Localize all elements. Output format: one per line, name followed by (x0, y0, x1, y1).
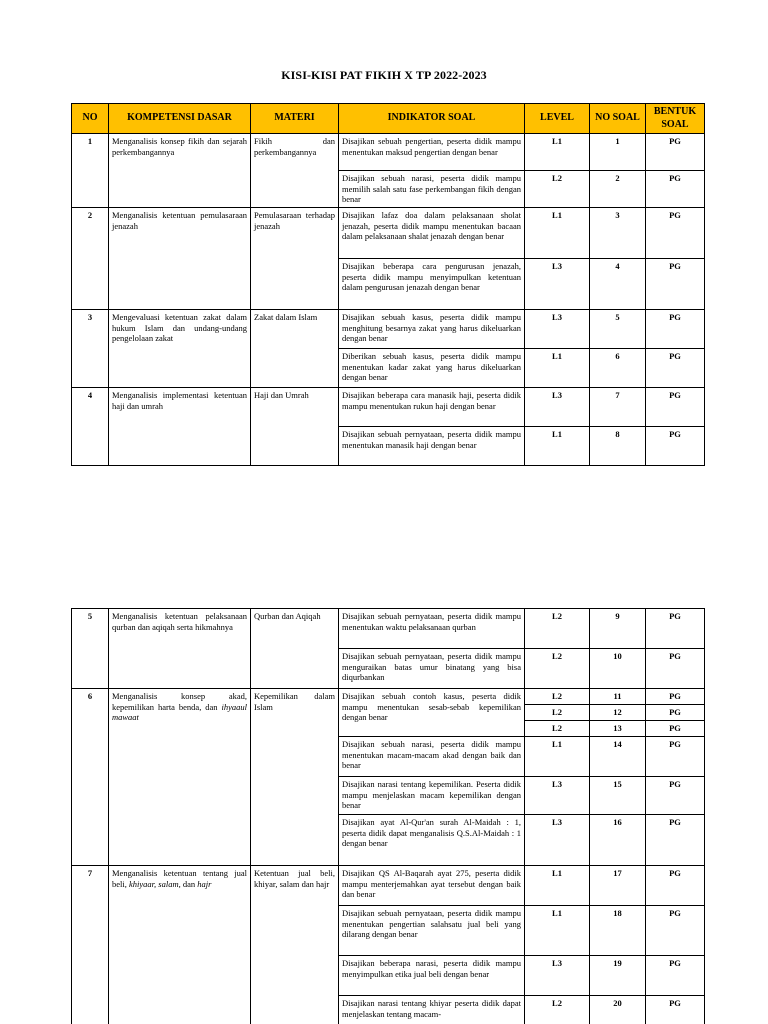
row-no: 1 (72, 134, 109, 208)
row-kompetensi: Menganalisis ketentuan pelaksanaan qurban dan aqiqah serta hikmahnya (109, 609, 251, 689)
header-level: LEVEL (525, 104, 590, 134)
row-kompetensi: Menganalisis ketentuan pemulasaraan jenazah (109, 208, 251, 310)
row-bentuk: PG (646, 609, 705, 649)
row-bentuk: PG (646, 777, 705, 815)
row-kompetensi: Menganalisis konsep fikih dan sejarah perkembangannya (109, 134, 251, 208)
row-indikator: Disajikan narasi tentang khiyar peserta didik dapat menjelaskan tentang macam- (339, 996, 525, 1024)
table-row (72, 866, 705, 906)
row-bentuk: PG (646, 427, 705, 466)
row-no: 2 (72, 208, 109, 310)
header-no-soal: NO SOAL (590, 104, 646, 134)
row-level: L2 (525, 689, 590, 705)
row-bentuk: PG (646, 349, 705, 388)
row-no-soal: 16 (590, 815, 646, 866)
row-no-soal: 6 (590, 349, 646, 388)
table-row (72, 134, 705, 171)
row-indikator: Disajikan beberapa cara pengurusan jenazah, peserta didik mampu menyimpulkan ketentuan dalam pengurusan jenazah dengan benar (339, 259, 525, 310)
row-indikator: Disajikan ayat Al-Qur'an surah Al-Maidah : 1, peserta didik dapat menganalisis Q.S.Al-Maidah : 1 dengan benar (339, 815, 525, 866)
row-indikator: Disajikan sebuah pengertian, peserta didik mampu menentukan maksud pengertian dengan benar (339, 134, 525, 171)
header-bentuk-soal: BENTUK SOAL (646, 104, 705, 134)
row-indikator: Disajikan QS Al-Baqarah ayat 275, peserta didik mampu menterjemahkan ayat tersebut dengan baik dan benar (339, 866, 525, 906)
row-no-soal: 3 (590, 208, 646, 259)
row-materi: Pemulasaraan terhadap jenazah (251, 208, 339, 310)
row-level: L1 (525, 737, 590, 777)
row-kompetensi (109, 866, 251, 1024)
row-level: L3 (525, 777, 590, 815)
row-no-soal: 13 (590, 721, 646, 737)
row-bentuk: PG (646, 310, 705, 349)
row-kompetensi: Menganalisis implementasi ketentuan haji dan umrah (109, 388, 251, 466)
kd-text: Menganalisis konsep akad, kepemilikan harta benda, dan (112, 691, 247, 712)
kd-text: Menganalisis ketentuan tentang jual beli, (112, 868, 247, 889)
row-no: 3 (72, 310, 109, 388)
row-level: L2 (525, 996, 590, 1024)
row-no-soal: 5 (590, 310, 646, 349)
row-no: 5 (72, 609, 109, 689)
row-no-soal: 11 (590, 689, 646, 705)
header-kompetensi-dasar: KOMPETENSI DASAR (109, 104, 251, 134)
row-level: L1 (525, 906, 590, 956)
row-level: L3 (525, 259, 590, 310)
table-row (72, 208, 705, 259)
header-materi: MATERI (251, 104, 339, 134)
table-row (72, 609, 705, 649)
row-no-soal: 8 (590, 427, 646, 466)
row-no: 6 (72, 689, 109, 866)
row-indikator: Disajikan lafaz doa dalam pelaksanaan sholat jenazah, peserta didik mampu menentukan bacaan dalam pelaksanaan shalat jenazah dengan benar (339, 208, 525, 259)
row-indikator: Disajikan sebuah contoh kasus, peserta didik mampu menentukan sesab-sebab kepemilikan dengan benar (339, 689, 525, 737)
row-indikator: Disajikan sebuah pernyataan, peserta didik mampu menentukan manasik haji dengan benar (339, 427, 525, 466)
row-level: L3 (525, 815, 590, 866)
row-materi: Qurban dan Aqiqah (251, 609, 339, 689)
row-materi: Ketentuan jual beli, khiyar, salam dan hajr (251, 866, 339, 1024)
row-indikator: Disajikan sebuah narasi, peserta didik mampu menentukan macam-macam akad dengan baik dan benar (339, 737, 525, 777)
row-bentuk: PG (646, 705, 705, 721)
kd-italic-term: khiyaar, salam, (129, 878, 181, 889)
row-no-soal: 2 (590, 171, 646, 208)
page-title: KISI-KISI PAT FIKIH X TP 2022-2023 (281, 68, 487, 82)
row-materi: Fikih dan perkembangannya (251, 134, 339, 208)
kisi-kisi-table-2 (71, 608, 705, 1024)
table-row (72, 310, 705, 349)
row-bentuk: PG (646, 689, 705, 705)
row-no: 7 (72, 866, 109, 1024)
table-row (72, 388, 705, 427)
row-level: L2 (525, 171, 590, 208)
row-level: L1 (525, 866, 590, 906)
row-bentuk: PG (646, 208, 705, 259)
row-materi: Kepemilikan dalam Islam (251, 689, 339, 866)
row-bentuk: PG (646, 259, 705, 310)
row-level: L3 (525, 388, 590, 427)
row-indikator: Disajikan sebuah pernyataan, peserta didik mampu menguraikan batas umur binatang yang bisa diqurbankan (339, 649, 525, 689)
row-materi: Haji dan Umrah (251, 388, 339, 466)
row-no-soal: 7 (590, 388, 646, 427)
row-bentuk: PG (646, 906, 705, 956)
kisi-kisi-table-1 (71, 103, 705, 466)
row-no-soal: 1 (590, 134, 646, 171)
row-materi: Zakat dalam Islam (251, 310, 339, 388)
kd-italic-term: hajr (197, 878, 212, 889)
row-bentuk: PG (646, 866, 705, 906)
row-bentuk: PG (646, 956, 705, 996)
row-bentuk: PG (646, 815, 705, 866)
row-indikator: Disajikan narasi tentang kepemilikan. Peserta didik mampu menjelaskan macam kepemilikan dengan benar (339, 777, 525, 815)
row-no-soal: 20 (590, 996, 646, 1024)
row-level: L2 (525, 705, 590, 721)
header-indikator-soal: INDIKATOR SOAL (339, 104, 525, 134)
row-bentuk: PG (646, 737, 705, 777)
row-level: L3 (525, 956, 590, 996)
row-level: L1 (525, 208, 590, 259)
row-no-soal: 4 (590, 259, 646, 310)
row-bentuk: PG (646, 134, 705, 171)
kd-italic-term: ihyaaul mawaat (112, 701, 247, 723)
row-level: L1 (525, 349, 590, 388)
kd-text: dan (180, 878, 198, 889)
row-indikator: Disajikan beberapa cara manasik haji, peserta didik mampu menentukan rukun haji dengan benar (339, 388, 525, 427)
row-no-soal: 18 (590, 906, 646, 956)
row-indikator: Disajikan sebuah pernyataan, peserta didik mampu menentukan waktu pelaksanaan qurban (339, 609, 525, 649)
row-bentuk: PG (646, 171, 705, 208)
row-bentuk: PG (646, 996, 705, 1024)
row-indikator: Disajikan beberapa narasi, peserta didik mampu menyimpulkan etika jual beli dengan benar (339, 956, 525, 996)
row-no: 4 (72, 388, 109, 466)
row-level: L3 (525, 310, 590, 349)
row-no-soal: 19 (590, 956, 646, 996)
row-indikator: Disajikan sebuah kasus, peserta didik mampu menghitung besarnya zakat yang harus dikeluarkan dengan benar (339, 310, 525, 349)
row-kompetensi: Mengevaluasi ketentuan zakat dalam hukum Islam dan undang-undang pengelolaan zakat (109, 310, 251, 388)
row-no-soal: 15 (590, 777, 646, 815)
row-level: L2 (525, 649, 590, 689)
row-no-soal: 10 (590, 649, 646, 689)
row-bentuk: PG (646, 649, 705, 689)
row-level: L2 (525, 721, 590, 737)
row-no-soal: 9 (590, 609, 646, 649)
row-indikator: Disajikan sebuah narasi, peserta didik mampu memilih salah satu fase perkembangan fikih dengan benar (339, 171, 525, 208)
row-indikator: Disajikan sebuah pernyataan, peserta didik mampu menentukan pengertian salahsatu jual beli yang dilarang dengan benar (339, 906, 525, 956)
row-kompetensi (109, 689, 251, 866)
row-indikator: Diberikan sebuah kasus, peserta didik mampu menentukan kadar zakat yang harus dikeluarkan dengan benar (339, 349, 525, 388)
row-level: L1 (525, 427, 590, 466)
row-no-soal: 12 (590, 705, 646, 721)
header-no: NO (72, 104, 109, 134)
row-bentuk: PG (646, 388, 705, 427)
row-no-soal: 17 (590, 866, 646, 906)
row-level: L2 (525, 609, 590, 649)
row-bentuk: PG (646, 721, 705, 737)
table-header-row (72, 104, 705, 134)
row-no-soal: 14 (590, 737, 646, 777)
table-row (72, 689, 705, 705)
row-level: L1 (525, 134, 590, 171)
